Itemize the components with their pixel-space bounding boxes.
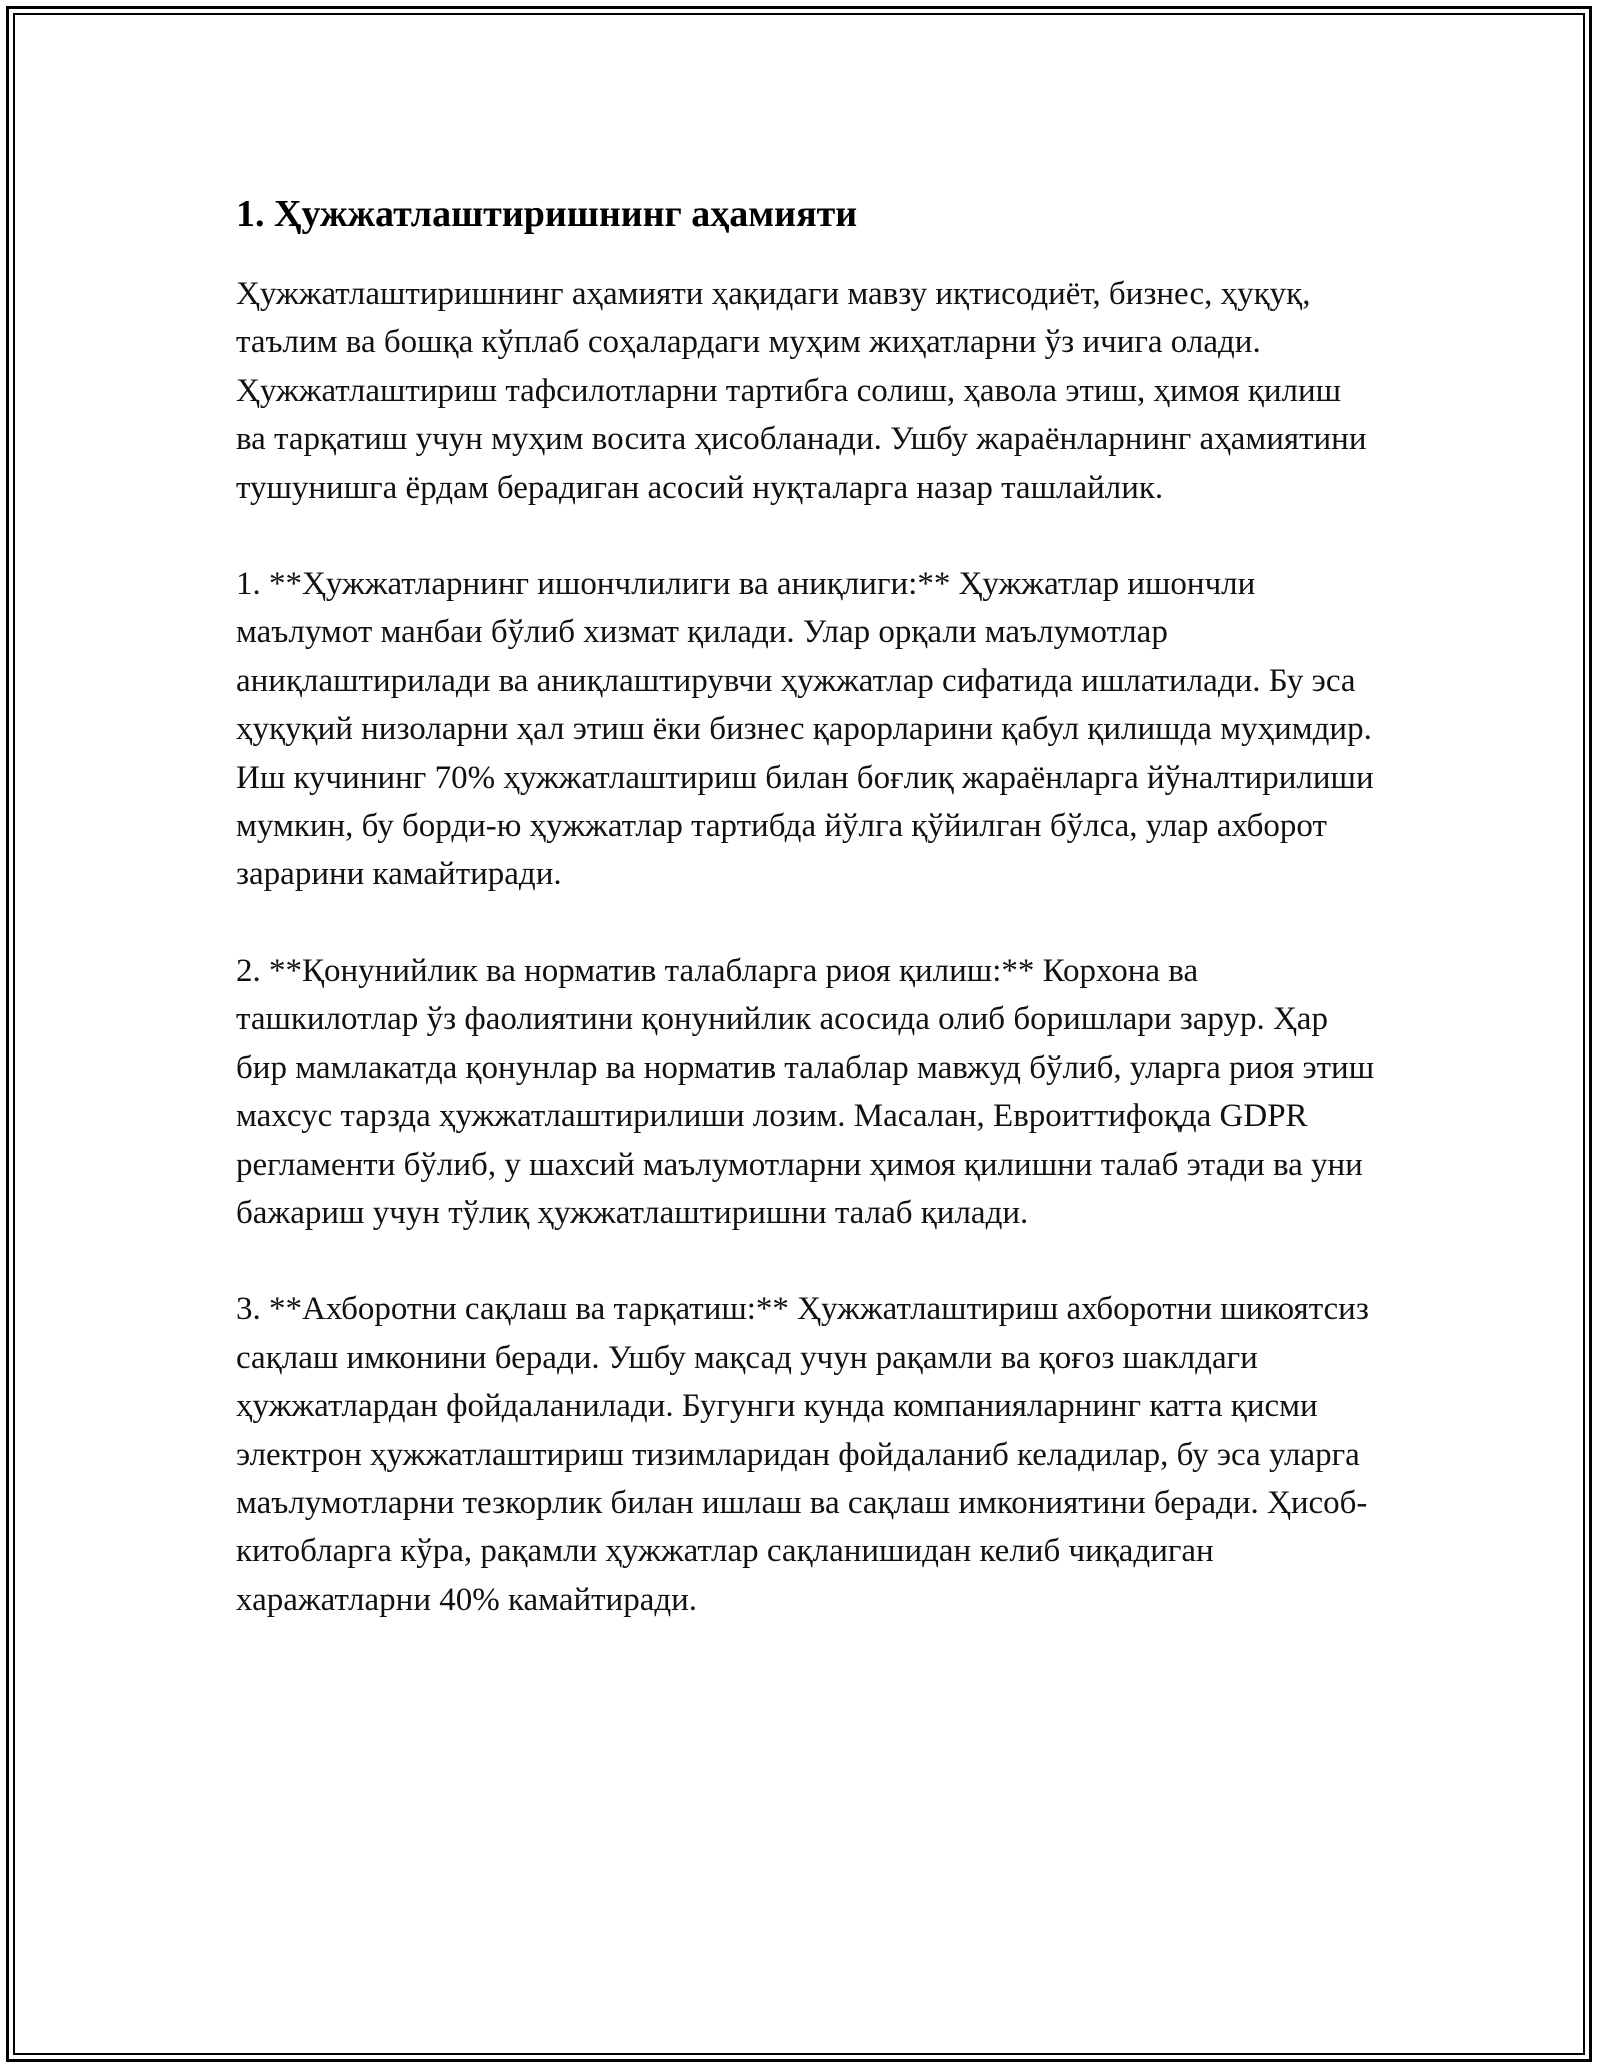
paragraph-storage: 3. **Ахборотни сақлаш ва тарқатиш:** Ҳужжатлаштириш ахборотни шикоятсиз сақлаш имконини беради. Ушбу мақсад учун рақамли ва қоғоз шаклдаги ҳужжатлардан фойдаланилади. Бугунги кунда компанияларнинг катта қисми электрон ҳужжатлаштириш тизимларидан фойдаланиб келадилар, бу эса уларга маълумотларни тезкорлик билан ишлаш ва сақлаш имкониятини беради. Ҳисоб-китобларга кўра, рақамли ҳужжатлар сақланишидан келиб чиқадиган харажатларни 40% камайтиради. [236, 1291, 1369, 1618]
section-heading: 1. Ҳужжатлаштиришнинг аҳамияти [236, 193, 858, 235]
intro-paragraph: Ҳужжатлаштиришнинг аҳамияти ҳақидаги мавзу иқтисодиёт, бизнес, ҳуқуқ, таълим ва бошқа кўплаб соҳалардаги муҳим жиҳатларни ўз ичига олади. Ҳужжатлаштириш тафсилотларни тартибга солиш, ҳавола этиш, ҳимоя қилиш ва тарқатиш учун муҳим восита ҳисобланади. Ушбу жараёнларнинг аҳамиятини тушунишга ёрдам берадиган асосий нуқталарга назар ташлайлик. [236, 276, 1367, 506]
paragraph-compliance: 2. **Қонунийлик ва норматив талабларга риоя қилиш:** Корхона ва ташкилотлар ўз фаолиятини қонунийлик асосида олиб боришлари зарур. Ҳар бир мамлакатда қонунлар ва норматив талаблар мавжуд бўлиб, уларга риоя этиш махсус тарзда ҳужжатлаштирилиши лозим. Масалан, Евроиттифоқда GDPR регламенти бўлиб, у шахсий маълумотларни ҳимоя қилишни талаб этади ва уни бажариш учун тўлиқ ҳужжатлаштиришни талаб қилади. [236, 952, 1375, 1231]
paragraph-reliability: 1. **Ҳужжатларнинг ишончлилиги ва аниқлиги:** Ҳужжатлар ишончли маълумот манбаи бўлиб хизмат қилади. Улар орқали маълумотлар аниқлаштирилади ва аниқлаштирувчи ҳужжатлар сифатида ишлатилади. Бу эса ҳуқуқий низоларни ҳал этиш ёки бизнес қарорларини қабул қилишда муҳимдир. Иш кучининг 70% ҳужжатлаштириш билан боғлиқ жараёнларга йўналтирилиши мумкин, бу борди-ю ҳужжатлар тартибда йўлга қўйилган бўлса, улар ахборот зарарини камайтиради. [236, 566, 1374, 893]
document-page [236, 186, 1376, 1672]
